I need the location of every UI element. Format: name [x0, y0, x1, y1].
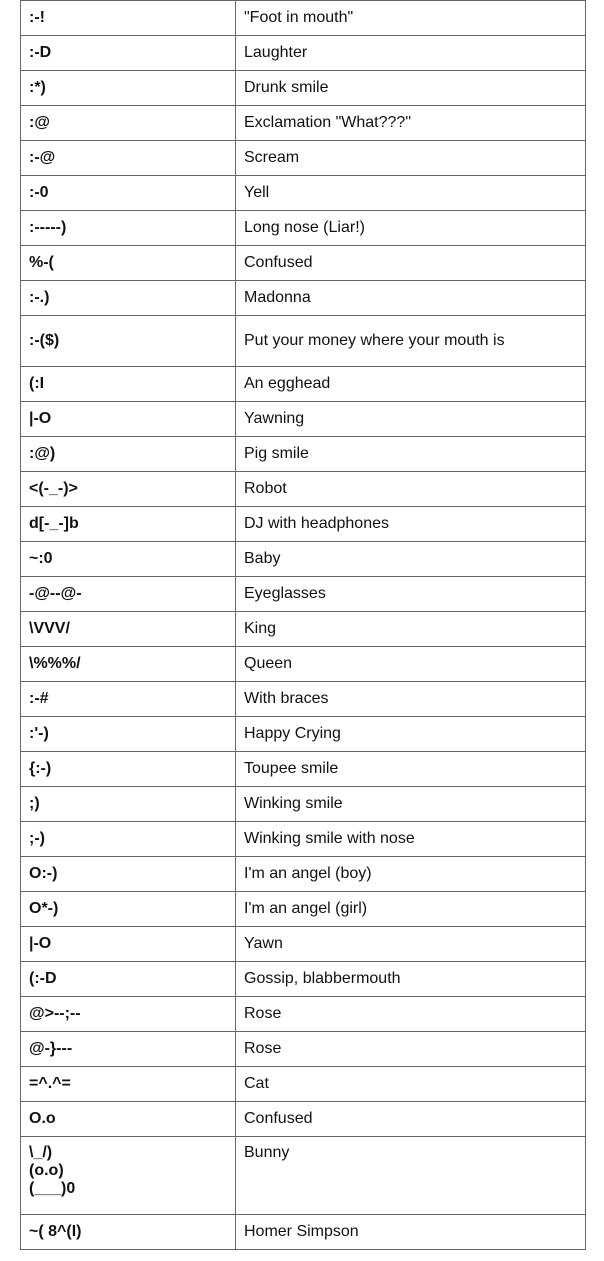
table-row: [21, 647, 586, 682]
emoticon-code: %-(: [21, 246, 236, 281]
emoticon-meaning: Put your money where your mouth is: [236, 316, 586, 367]
emoticon-code: \%%%/: [21, 647, 236, 682]
emoticon-meaning: Gossip, blabbermouth: [236, 962, 586, 997]
table-row: [21, 1137, 586, 1215]
emoticon-code: :*): [21, 71, 236, 106]
emoticon-meaning: An egghead: [236, 367, 586, 402]
table-row: [21, 507, 586, 542]
emoticon-code: :-----): [21, 211, 236, 246]
emoticon-code: ~( 8^(I): [21, 1215, 236, 1250]
emoticon-meaning: I'm an angel (girl): [236, 892, 586, 927]
emoticon-code: -@--@-: [21, 577, 236, 612]
table-row: [21, 542, 586, 577]
emoticon-meaning: Robot: [236, 472, 586, 507]
emoticon-meaning: DJ with headphones: [236, 507, 586, 542]
table-row: [21, 612, 586, 647]
emoticon-code: :-#: [21, 682, 236, 717]
emoticon-meaning: Rose: [236, 1032, 586, 1067]
table-row: [21, 106, 586, 141]
emoticon-meaning: Baby: [236, 542, 586, 577]
table-row: [21, 437, 586, 472]
emoticon-code: \VVV/: [21, 612, 236, 647]
emoticon-code: @>--;--: [21, 997, 236, 1032]
emoticon-meaning: Yell: [236, 176, 586, 211]
table-row: [21, 1, 586, 36]
table-row: [21, 717, 586, 752]
emoticon-code: :@): [21, 437, 236, 472]
table-row: [21, 577, 586, 612]
emoticon-meaning: Laughter: [236, 36, 586, 71]
table-row: [21, 822, 586, 857]
emoticon-meaning: Exclamation "What???": [236, 106, 586, 141]
emoticon-meaning: I'm an angel (boy): [236, 857, 586, 892]
emoticon-meaning: Cat: [236, 1067, 586, 1102]
table-row: [21, 927, 586, 962]
table-row: [21, 682, 586, 717]
emoticon-code: ;-): [21, 822, 236, 857]
emoticon-meaning: Madonna: [236, 281, 586, 316]
emoticon-code: {:-): [21, 752, 236, 787]
table-row: [21, 71, 586, 106]
emoticon-meaning: Scream: [236, 141, 586, 176]
table-row: [21, 367, 586, 402]
table-row: [21, 1215, 586, 1250]
table-row: [21, 211, 586, 246]
emoticon-code: O*-): [21, 892, 236, 927]
emoticon-meaning: Winking smile: [236, 787, 586, 822]
emoticon-meaning: Toupee smile: [236, 752, 586, 787]
emoticon-table-body: [21, 1, 586, 1250]
emoticon-code: :-D: [21, 36, 236, 71]
emoticon-meaning: Queen: [236, 647, 586, 682]
emoticon-table: [20, 0, 586, 1250]
table-row: [21, 1032, 586, 1067]
emoticon-meaning: Drunk smile: [236, 71, 586, 106]
emoticon-code: =^.^=: [21, 1067, 236, 1102]
emoticon-code: :-($): [21, 316, 236, 367]
emoticon-code: :-!: [21, 1, 236, 36]
emoticon-meaning: Pig smile: [236, 437, 586, 472]
table-row: [21, 962, 586, 997]
emoticon-meaning: Winking smile with nose: [236, 822, 586, 857]
table-row: [21, 1067, 586, 1102]
emoticon-code: \_/) (o.o) (___)0: [21, 1137, 236, 1215]
emoticon-meaning: Long nose (Liar!): [236, 211, 586, 246]
emoticon-meaning: "Foot in mouth": [236, 1, 586, 36]
emoticon-meaning: Homer Simpson: [236, 1215, 586, 1250]
emoticon-meaning: Eyeglasses: [236, 577, 586, 612]
emoticon-code: ;): [21, 787, 236, 822]
emoticon-code: |-O: [21, 927, 236, 962]
table-row: [21, 752, 586, 787]
table-row: [21, 36, 586, 71]
emoticon-meaning: Yawning: [236, 402, 586, 437]
emoticon-code: ~:0: [21, 542, 236, 577]
table-row: [21, 281, 586, 316]
emoticon-meaning: Bunny: [236, 1137, 586, 1215]
emoticon-meaning: With braces: [236, 682, 586, 717]
table-row: [21, 246, 586, 281]
emoticon-meaning: Happy Crying: [236, 717, 586, 752]
table-row: [21, 892, 586, 927]
table-row: [21, 997, 586, 1032]
emoticon-meaning: Confused: [236, 246, 586, 281]
emoticon-code: :-0: [21, 176, 236, 211]
emoticon-meaning: King: [236, 612, 586, 647]
emoticon-code: :@: [21, 106, 236, 141]
table-row: [21, 176, 586, 211]
table-row: [21, 402, 586, 437]
emoticon-code: :-.): [21, 281, 236, 316]
table-row: [21, 316, 586, 367]
table-row: [21, 1102, 586, 1137]
emoticon-code: O:-): [21, 857, 236, 892]
table-row: [21, 141, 586, 176]
emoticon-code: :'-): [21, 717, 236, 752]
emoticon-code: |-O: [21, 402, 236, 437]
emoticon-code: (:-D: [21, 962, 236, 997]
table-row: [21, 857, 586, 892]
emoticon-meaning: Confused: [236, 1102, 586, 1137]
table-row: [21, 787, 586, 822]
emoticon-table-container: [20, 0, 585, 1250]
emoticon-meaning: Rose: [236, 997, 586, 1032]
emoticon-code: <(-_-)>: [21, 472, 236, 507]
emoticon-code: d[-_-]b: [21, 507, 236, 542]
emoticon-code: (:I: [21, 367, 236, 402]
table-row: [21, 472, 586, 507]
emoticon-code: :-@: [21, 141, 236, 176]
emoticon-meaning: Yawn: [236, 927, 586, 962]
emoticon-code: @-}---: [21, 1032, 236, 1067]
emoticon-code: O.o: [21, 1102, 236, 1137]
